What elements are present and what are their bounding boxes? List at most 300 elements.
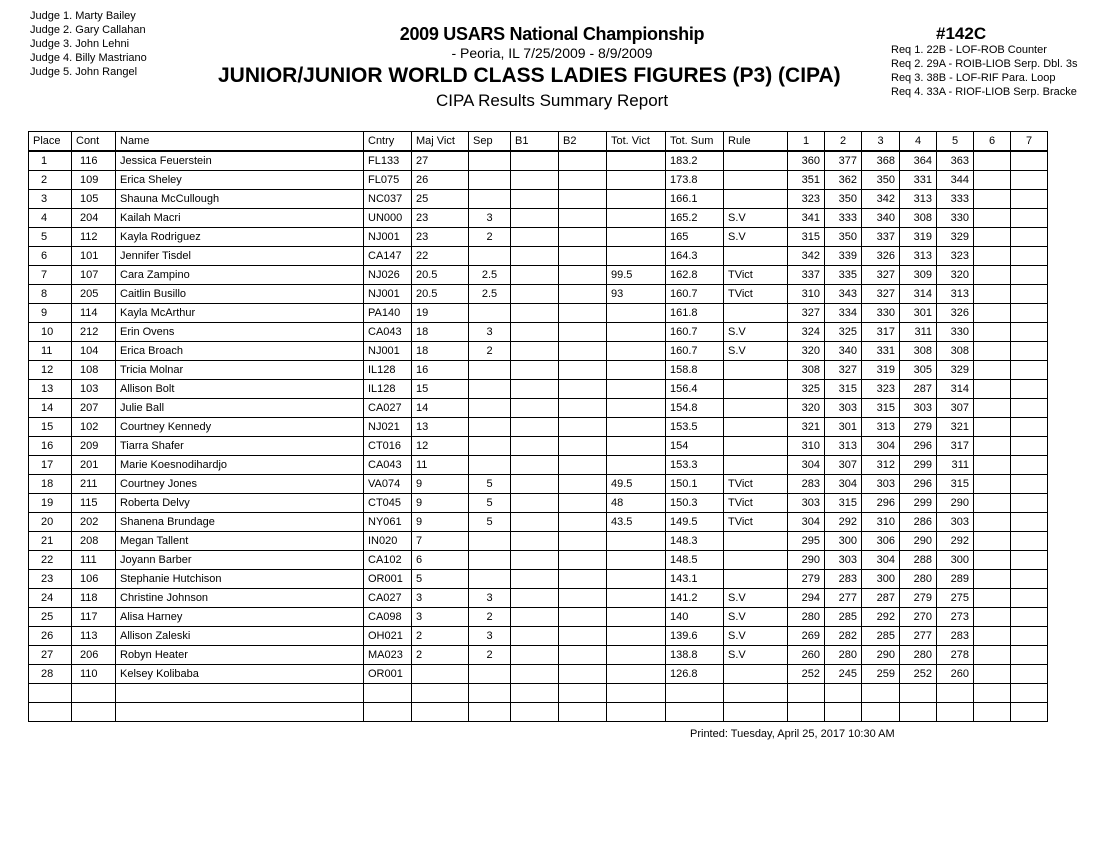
cell-tot-sum: 160.7 bbox=[666, 323, 724, 342]
cell-judge-1: 303 bbox=[788, 494, 825, 513]
cell-judge-6 bbox=[974, 151, 1011, 171]
cell-judge-3: 312 bbox=[862, 456, 900, 475]
cell-b2 bbox=[559, 627, 607, 646]
cell-sep bbox=[469, 665, 511, 684]
cell-tot-vict bbox=[607, 570, 666, 589]
cell-cont: 212 bbox=[72, 323, 116, 342]
cell-name: Roberta Delvy bbox=[116, 494, 364, 513]
cell-judge-3: 340 bbox=[862, 209, 900, 228]
cell-b2 bbox=[559, 570, 607, 589]
cell-tot-vict bbox=[607, 665, 666, 684]
cell-cont: 205 bbox=[72, 285, 116, 304]
cell-tot-vict bbox=[607, 399, 666, 418]
cell-name: Shauna McCullough bbox=[116, 190, 364, 209]
cell-cntry: CT045 bbox=[364, 494, 412, 513]
cell-judge-1: 320 bbox=[788, 342, 825, 361]
cell-tot-sum: 126.8 bbox=[666, 665, 724, 684]
cell-cntry: IL128 bbox=[364, 361, 412, 380]
cell-judge-5: 278 bbox=[937, 646, 974, 665]
cell-name: Caitlin Busillo bbox=[116, 285, 364, 304]
cell-rule bbox=[724, 247, 788, 266]
cell-cont: 110 bbox=[72, 665, 116, 684]
cell-maj-vict: 3 bbox=[412, 608, 469, 627]
cell-judge-6 bbox=[974, 228, 1011, 247]
cell-rule: S.V bbox=[724, 589, 788, 608]
cell-tot-vict bbox=[607, 209, 666, 228]
cell-cont: 113 bbox=[72, 627, 116, 646]
table-row bbox=[29, 247, 1048, 266]
column-header-judge-3: 3 bbox=[862, 132, 900, 152]
cell-rule bbox=[724, 361, 788, 380]
requirement-3: Req 3. 38B - LOF-RIF Para. Loop bbox=[891, 72, 1056, 84]
cell-b1 bbox=[511, 532, 559, 551]
results-table bbox=[28, 131, 1048, 722]
cell-judge-4: 313 bbox=[900, 247, 937, 266]
cell-maj-vict: 9 bbox=[412, 475, 469, 494]
cell-tot-sum: 148.3 bbox=[666, 532, 724, 551]
table-row bbox=[29, 551, 1048, 570]
table-row bbox=[29, 570, 1048, 589]
cell-judge-5 bbox=[937, 684, 974, 703]
cell-tot-vict: 48 bbox=[607, 494, 666, 513]
cell-cont: 105 bbox=[72, 190, 116, 209]
cell-tot-sum: 158.8 bbox=[666, 361, 724, 380]
column-header-b1: B1 bbox=[511, 132, 559, 152]
cell-judge-6 bbox=[974, 323, 1011, 342]
cell-judge-5: 300 bbox=[937, 551, 974, 570]
cell-tot-sum: 156.4 bbox=[666, 380, 724, 399]
cell-tot-sum: 139.6 bbox=[666, 627, 724, 646]
cell-judge-6 bbox=[974, 266, 1011, 285]
cell-sep bbox=[469, 437, 511, 456]
column-header-cntry: Cntry bbox=[364, 132, 412, 152]
cell-cntry: CT016 bbox=[364, 437, 412, 456]
championship-title: 2009 USARS National Championship bbox=[399, 24, 705, 44]
table-row bbox=[29, 190, 1048, 209]
judge-1: Judge 1. Marty Bailey bbox=[30, 10, 136, 22]
cell-maj-vict: 11 bbox=[412, 456, 469, 475]
cell-rule bbox=[724, 532, 788, 551]
column-header-name: Name bbox=[116, 132, 364, 152]
cell-judge-5: 326 bbox=[937, 304, 974, 323]
column-header-sep: Sep bbox=[469, 132, 511, 152]
cell-judge-5: 330 bbox=[937, 209, 974, 228]
cell-judge-5: 329 bbox=[937, 228, 974, 247]
cell-b1 bbox=[511, 570, 559, 589]
column-header-judge-2: 2 bbox=[825, 132, 862, 152]
cell-judge-1: 269 bbox=[788, 627, 825, 646]
column-header-place: Place bbox=[29, 132, 72, 152]
cell-b1 bbox=[511, 190, 559, 209]
cell-judge-4: 252 bbox=[900, 665, 937, 684]
cell-rule: S.V bbox=[724, 228, 788, 247]
cell-maj-vict: 6 bbox=[412, 551, 469, 570]
cell-rule bbox=[724, 418, 788, 437]
cell-judge-5: 314 bbox=[937, 380, 974, 399]
cell-sep: 2 bbox=[469, 342, 511, 361]
cell-judge-1: 324 bbox=[788, 323, 825, 342]
cell-b1 bbox=[511, 437, 559, 456]
cell-b2 bbox=[559, 342, 607, 361]
cell-judge-2: 303 bbox=[825, 551, 862, 570]
cell-judge-1: 320 bbox=[788, 399, 825, 418]
cell-place bbox=[29, 684, 72, 703]
cell-judge-3: 315 bbox=[862, 399, 900, 418]
cell-judge-7 bbox=[1011, 684, 1048, 703]
cell-cont: 101 bbox=[72, 247, 116, 266]
cell-sep: 3 bbox=[469, 323, 511, 342]
cell-judge-1: 280 bbox=[788, 608, 825, 627]
event-number: #142C bbox=[936, 24, 987, 43]
cell-judge-3: 304 bbox=[862, 551, 900, 570]
cell-b1 bbox=[511, 266, 559, 285]
cell-place: 20 bbox=[29, 513, 72, 532]
report-title: CIPA Results Summary Report bbox=[435, 91, 669, 110]
cell-judge-2: 300 bbox=[825, 532, 862, 551]
cell-maj-vict: 2 bbox=[412, 646, 469, 665]
cell-sep bbox=[469, 304, 511, 323]
table-row bbox=[29, 665, 1048, 684]
cell-tot-sum: 148.5 bbox=[666, 551, 724, 570]
cell-place: 1 bbox=[29, 151, 72, 171]
cell-b1 bbox=[511, 494, 559, 513]
cell-maj-vict: 22 bbox=[412, 247, 469, 266]
cell-place: 6 bbox=[29, 247, 72, 266]
cell-maj-vict: 20.5 bbox=[412, 285, 469, 304]
cell-cntry: CA102 bbox=[364, 551, 412, 570]
cell-judge-4: 280 bbox=[900, 646, 937, 665]
cell-sep: 2 bbox=[469, 608, 511, 627]
cell-judge-1: 327 bbox=[788, 304, 825, 323]
cell-judge-2: 335 bbox=[825, 266, 862, 285]
cell-tot-vict bbox=[607, 380, 666, 399]
cell-tot-vict bbox=[607, 342, 666, 361]
cell-judge-3: 323 bbox=[862, 380, 900, 399]
cell-judge-2: 280 bbox=[825, 646, 862, 665]
cell-judge-4 bbox=[900, 703, 937, 722]
cell-judge-5: 290 bbox=[937, 494, 974, 513]
cell-b1 bbox=[511, 323, 559, 342]
cell-cont: 117 bbox=[72, 608, 116, 627]
cell-judge-1: 304 bbox=[788, 513, 825, 532]
judge-2: Judge 2. Gary Callahan bbox=[30, 24, 146, 36]
cell-judge-3 bbox=[862, 684, 900, 703]
cell-judge-1: 360 bbox=[788, 151, 825, 171]
cell-b2 bbox=[559, 323, 607, 342]
cell-b2 bbox=[559, 494, 607, 513]
cell-tot-vict bbox=[607, 456, 666, 475]
cell-b1 bbox=[511, 475, 559, 494]
cell-judge-1: 341 bbox=[788, 209, 825, 228]
cell-judge-6 bbox=[974, 209, 1011, 228]
cell-maj-vict: 15 bbox=[412, 380, 469, 399]
cell-judge-2: 333 bbox=[825, 209, 862, 228]
cell-maj-vict: 9 bbox=[412, 513, 469, 532]
cell-judge-6 bbox=[974, 304, 1011, 323]
cell-judge-1: 260 bbox=[788, 646, 825, 665]
cell-cont: 204 bbox=[72, 209, 116, 228]
cell-b2 bbox=[559, 151, 607, 171]
cell-tot-sum: 149.5 bbox=[666, 513, 724, 532]
cell-b2 bbox=[559, 418, 607, 437]
cell-sep: 5 bbox=[469, 475, 511, 494]
judge-3: Judge 3. John Lehni bbox=[30, 38, 130, 50]
cell-maj-vict: 18 bbox=[412, 323, 469, 342]
table-row bbox=[29, 342, 1048, 361]
cell-judge-3: 337 bbox=[862, 228, 900, 247]
cell-cntry: CA027 bbox=[364, 399, 412, 418]
cell-name: Alisa Harney bbox=[116, 608, 364, 627]
cell-place: 18 bbox=[29, 475, 72, 494]
cell-name: Stephanie Hutchison bbox=[116, 570, 364, 589]
cell-place: 17 bbox=[29, 456, 72, 475]
cell-tot-vict bbox=[607, 437, 666, 456]
cell-judge-5 bbox=[937, 703, 974, 722]
cell-judge-4: 308 bbox=[900, 209, 937, 228]
cell-place: 27 bbox=[29, 646, 72, 665]
cell-b2 bbox=[559, 228, 607, 247]
cell-tot-sum: 153.5 bbox=[666, 418, 724, 437]
table-row bbox=[29, 209, 1048, 228]
cell-cntry bbox=[364, 703, 412, 722]
cell-b2 bbox=[559, 665, 607, 684]
cell-judge-2: 285 bbox=[825, 608, 862, 627]
cell-judge-1: 283 bbox=[788, 475, 825, 494]
cell-judge-3: 287 bbox=[862, 589, 900, 608]
cell-sep bbox=[469, 247, 511, 266]
cell-cntry: NJ026 bbox=[364, 266, 412, 285]
cell-tot-vict bbox=[607, 684, 666, 703]
column-header-rule: Rule bbox=[724, 132, 788, 152]
cell-judge-7 bbox=[1011, 171, 1048, 190]
cell-judge-6 bbox=[974, 380, 1011, 399]
cell-name: Kayla McArthur bbox=[116, 304, 364, 323]
cell-judge-2: 245 bbox=[825, 665, 862, 684]
cell-judge-1: 310 bbox=[788, 437, 825, 456]
cell-maj-vict: 23 bbox=[412, 228, 469, 247]
cell-rule: TVict bbox=[724, 266, 788, 285]
cell-cntry: CA098 bbox=[364, 608, 412, 627]
cell-rule bbox=[724, 304, 788, 323]
cell-judge-2: 340 bbox=[825, 342, 862, 361]
cell-judge-3: 304 bbox=[862, 437, 900, 456]
cell-maj-vict bbox=[412, 703, 469, 722]
cell-judge-6 bbox=[974, 646, 1011, 665]
requirement-4: Req 4. 33A - RIOF-LIOB Serp. Bracke bbox=[891, 86, 1077, 98]
cell-sep bbox=[469, 171, 511, 190]
column-header-maj-vict: Maj Vict bbox=[412, 132, 469, 152]
cell-judge-3: 327 bbox=[862, 266, 900, 285]
cell-judge-2: 315 bbox=[825, 494, 862, 513]
cell-judge-3 bbox=[862, 703, 900, 722]
cell-place: 16 bbox=[29, 437, 72, 456]
cell-judge-3: 327 bbox=[862, 285, 900, 304]
cell-b2 bbox=[559, 380, 607, 399]
cell-judge-1: 279 bbox=[788, 570, 825, 589]
cell-cntry: PA140 bbox=[364, 304, 412, 323]
cell-judge-1: 351 bbox=[788, 171, 825, 190]
cell-tot-sum bbox=[666, 703, 724, 722]
cell-b2 bbox=[559, 209, 607, 228]
cell-b1 bbox=[511, 399, 559, 418]
cell-judge-1: 290 bbox=[788, 551, 825, 570]
cell-cont: 114 bbox=[72, 304, 116, 323]
cell-b1 bbox=[511, 627, 559, 646]
cell-name: Cara Zampino bbox=[116, 266, 364, 285]
cell-b2 bbox=[559, 266, 607, 285]
cell-cntry: CA027 bbox=[364, 589, 412, 608]
cell-judge-3: 296 bbox=[862, 494, 900, 513]
table-row bbox=[29, 266, 1048, 285]
table-row bbox=[29, 285, 1048, 304]
cell-judge-4: 303 bbox=[900, 399, 937, 418]
cell-cont: 112 bbox=[72, 228, 116, 247]
cell-b2 bbox=[559, 285, 607, 304]
cell-sep bbox=[469, 399, 511, 418]
cell-maj-vict: 3 bbox=[412, 589, 469, 608]
cell-tot-sum bbox=[666, 684, 724, 703]
cell-judge-4: 287 bbox=[900, 380, 937, 399]
cell-maj-vict: 2 bbox=[412, 627, 469, 646]
cell-name: Christine Johnson bbox=[116, 589, 364, 608]
cell-cntry: FL133 bbox=[364, 151, 412, 171]
cell-sep bbox=[469, 190, 511, 209]
cell-sep: 2.5 bbox=[469, 266, 511, 285]
cell-cntry: NJ021 bbox=[364, 418, 412, 437]
table-header-row bbox=[29, 132, 1048, 152]
cell-b2 bbox=[559, 513, 607, 532]
cell-b2 bbox=[559, 475, 607, 494]
cell-maj-vict: 23 bbox=[412, 209, 469, 228]
cell-judge-4: 279 bbox=[900, 418, 937, 437]
cell-judge-3: 292 bbox=[862, 608, 900, 627]
cell-judge-7 bbox=[1011, 285, 1048, 304]
column-header-tot-sum: Tot. Sum bbox=[666, 132, 724, 152]
cell-cont: 118 bbox=[72, 589, 116, 608]
cell-rule: S.V bbox=[724, 608, 788, 627]
cell-judge-4: 301 bbox=[900, 304, 937, 323]
cell-sep bbox=[469, 380, 511, 399]
cell-judge-4: 319 bbox=[900, 228, 937, 247]
cell-place: 15 bbox=[29, 418, 72, 437]
cell-cont bbox=[72, 703, 116, 722]
cell-judge-4: 296 bbox=[900, 475, 937, 494]
cell-judge-6 bbox=[974, 703, 1011, 722]
cell-cont: 208 bbox=[72, 532, 116, 551]
cell-judge-2: 339 bbox=[825, 247, 862, 266]
cell-cont bbox=[72, 684, 116, 703]
cell-cntry: MA023 bbox=[364, 646, 412, 665]
cell-sep bbox=[469, 151, 511, 171]
cell-place: 5 bbox=[29, 228, 72, 247]
cell-judge-7 bbox=[1011, 228, 1048, 247]
cell-tot-sum: 150.1 bbox=[666, 475, 724, 494]
cell-cntry: UN000 bbox=[364, 209, 412, 228]
cell-judge-6 bbox=[974, 665, 1011, 684]
cell-cntry: CA147 bbox=[364, 247, 412, 266]
cell-tot-vict bbox=[607, 589, 666, 608]
cell-judge-7 bbox=[1011, 209, 1048, 228]
cell-judge-1: 310 bbox=[788, 285, 825, 304]
cell-tot-sum: 164.3 bbox=[666, 247, 724, 266]
cell-judge-1: 325 bbox=[788, 380, 825, 399]
cell-judge-4: 279 bbox=[900, 589, 937, 608]
cell-judge-4: 288 bbox=[900, 551, 937, 570]
cell-sep: 5 bbox=[469, 513, 511, 532]
cell-cont: 201 bbox=[72, 456, 116, 475]
cell-judge-5: 303 bbox=[937, 513, 974, 532]
table-row bbox=[29, 399, 1048, 418]
cell-judge-4: 280 bbox=[900, 570, 937, 589]
cell-judge-2: 304 bbox=[825, 475, 862, 494]
cell-judge-3: 310 bbox=[862, 513, 900, 532]
cell-place: 23 bbox=[29, 570, 72, 589]
cell-maj-vict: 27 bbox=[412, 151, 469, 171]
cell-cntry: VA074 bbox=[364, 475, 412, 494]
cell-judge-2: 315 bbox=[825, 380, 862, 399]
table-row bbox=[29, 171, 1048, 190]
cell-judge-5: 308 bbox=[937, 342, 974, 361]
cell-place: 7 bbox=[29, 266, 72, 285]
cell-judge-2: 327 bbox=[825, 361, 862, 380]
cell-judge-2: 334 bbox=[825, 304, 862, 323]
cell-judge-7 bbox=[1011, 323, 1048, 342]
cell-b2 bbox=[559, 437, 607, 456]
cell-rule bbox=[724, 151, 788, 171]
cell-tot-vict bbox=[607, 361, 666, 380]
cell-b1 bbox=[511, 456, 559, 475]
cell-tot-sum: 165 bbox=[666, 228, 724, 247]
cell-judge-6 bbox=[974, 513, 1011, 532]
table-row bbox=[29, 304, 1048, 323]
cell-name: Julie Ball bbox=[116, 399, 364, 418]
cell-judge-5: 333 bbox=[937, 190, 974, 209]
cell-rule: S.V bbox=[724, 342, 788, 361]
cell-rule: TVict bbox=[724, 494, 788, 513]
column-header-judge-7: 7 bbox=[1011, 132, 1048, 152]
cell-judge-3: 313 bbox=[862, 418, 900, 437]
cell-judge-3: 290 bbox=[862, 646, 900, 665]
cell-judge-5: 273 bbox=[937, 608, 974, 627]
cell-b1 bbox=[511, 646, 559, 665]
cell-judge-5: 275 bbox=[937, 589, 974, 608]
cell-judge-4: 331 bbox=[900, 171, 937, 190]
cell-name: Erin Ovens bbox=[116, 323, 364, 342]
cell-judge-5: 292 bbox=[937, 532, 974, 551]
cell-judge-3: 326 bbox=[862, 247, 900, 266]
cell-judge-7 bbox=[1011, 361, 1048, 380]
cell-judge-4: 290 bbox=[900, 532, 937, 551]
cell-rule bbox=[724, 684, 788, 703]
cell-judge-7 bbox=[1011, 665, 1048, 684]
cell-judge-5: 321 bbox=[937, 418, 974, 437]
cell-judge-4: 270 bbox=[900, 608, 937, 627]
cell-tot-vict bbox=[607, 151, 666, 171]
cell-sep bbox=[469, 418, 511, 437]
cell-b1 bbox=[511, 703, 559, 722]
cell-tot-vict: 99.5 bbox=[607, 266, 666, 285]
cell-maj-vict: 18 bbox=[412, 342, 469, 361]
cell-judge-2: 377 bbox=[825, 151, 862, 171]
cell-sep: 2 bbox=[469, 228, 511, 247]
cell-rule bbox=[724, 570, 788, 589]
cell-cont: 102 bbox=[72, 418, 116, 437]
cell-name: Jessica Feuerstein bbox=[116, 151, 364, 171]
requirement-1: Req 1. 22B - LOF-ROB Counter bbox=[891, 44, 1047, 56]
cell-place: 26 bbox=[29, 627, 72, 646]
cell-cont: 209 bbox=[72, 437, 116, 456]
cell-judge-3: 285 bbox=[862, 627, 900, 646]
